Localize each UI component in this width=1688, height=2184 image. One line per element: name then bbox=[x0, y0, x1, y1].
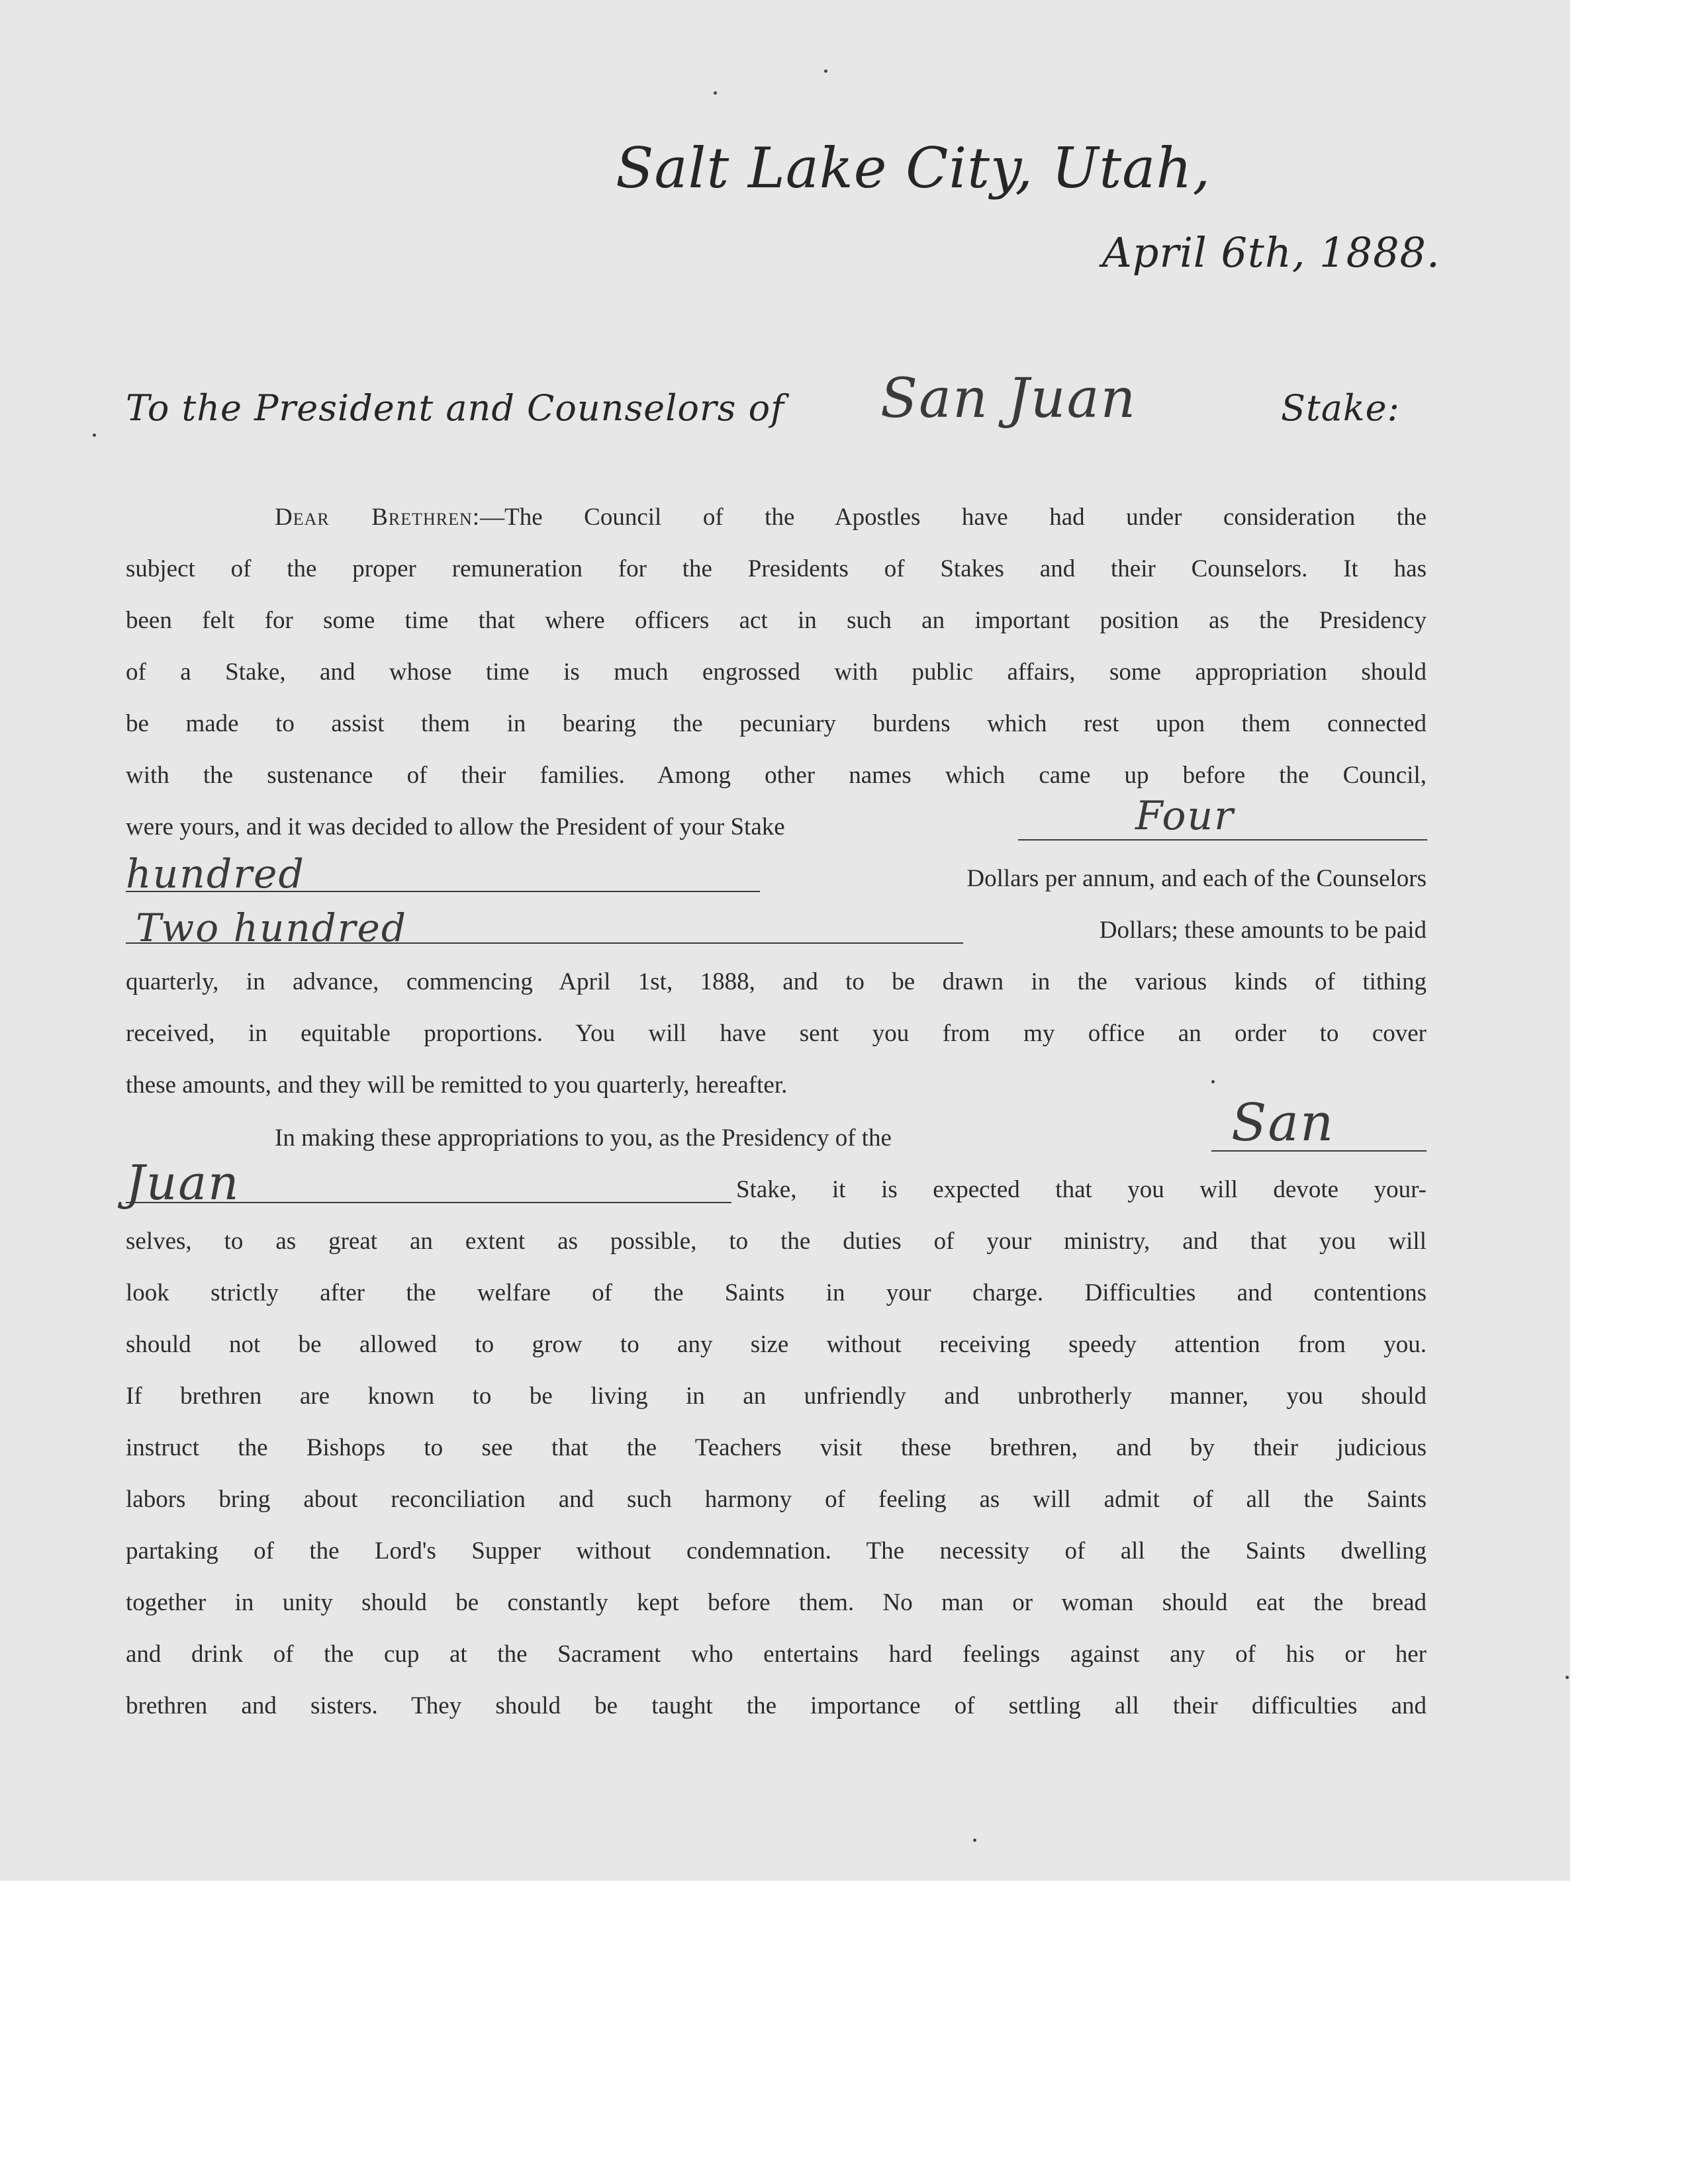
para1-line-4: of a Stake, and whose time is much engrossed with public affairs, some appropriation should bbox=[126, 659, 1427, 686]
salutation-dear-brethren: Dear Brethren: bbox=[275, 504, 481, 531]
place-heading: Salt Lake City, Utah, bbox=[616, 136, 1211, 201]
scan-speck bbox=[93, 433, 96, 437]
date-heading: April 6th, 1888. bbox=[1102, 228, 1440, 277]
para1-line-12: these amounts, and they will be remitted to you quarterly, hereafter. bbox=[126, 1071, 788, 1099]
para2-line-9: partaking of the Lord's Supper without condemnation. The necessity of all the Saints dwelling bbox=[126, 1537, 1427, 1565]
para2-line-6: If brethren are known to be living in an unfriendly and unbrotherly manner, you should bbox=[126, 1383, 1427, 1410]
salutation-line: To the President and Counselors of bbox=[126, 387, 785, 429]
para1-line-7: were yours, and it was decided to allow the President of your Stake bbox=[126, 813, 785, 841]
scan-speck bbox=[1566, 1676, 1569, 1679]
scan-speck bbox=[824, 69, 827, 73]
scan-speck bbox=[973, 1839, 976, 1842]
scan-speck bbox=[714, 91, 717, 95]
para2-line-4: look strictly after the welfare of the Saints in your charge. Difficulties and contentions bbox=[126, 1279, 1427, 1306]
president-amount-rule-1 bbox=[1018, 839, 1427, 841]
para2-line-12: brethren and sisters. They should be taught the importance of settling all their difficulties and bbox=[126, 1692, 1427, 1719]
para1-line-10: quarterly, in advance, commencing April 1st, 1888, and to be drawn in the various kinds of tithing bbox=[126, 968, 1427, 995]
handwritten-counselor-amount: Two hundred bbox=[136, 905, 407, 950]
para2-line-7: instruct the Bishops to see that the Teachers visit these brethren, and by their judicious bbox=[126, 1434, 1427, 1461]
para2-line-10: together in unity should be constantly kept before them. No man or woman should eat the bread bbox=[126, 1589, 1427, 1616]
para1-line-9: Dollars; these amounts to be paid bbox=[1099, 917, 1427, 944]
para1-line-3: been felt for some time that where officers act in such an important position as the Presidency bbox=[126, 607, 1427, 634]
para2-line-2: Stake, it is expected that you will devote your- bbox=[736, 1176, 1427, 1203]
para2-line-3: selves, to as great an extent as possible, to the duties of your ministry, and that you will bbox=[126, 1228, 1427, 1255]
para1-line-1 bbox=[126, 502, 1427, 533]
para2-line-5: should not be allowed to grow to any size without receiving speedy attention from you. bbox=[126, 1331, 1427, 1358]
handwritten-stake-name-2: Juan bbox=[126, 1155, 240, 1210]
handwritten-stake-name-1: San bbox=[1231, 1093, 1335, 1153]
para1-line-1-text: —The Council of the Apostles have had under consideration the bbox=[480, 504, 1427, 531]
para2-line-1: In making these appropriations to you, as the Presidency of the bbox=[275, 1124, 892, 1152]
para1-line-6: with the sustenance of their families. Among other names which came up before the Council, bbox=[126, 762, 1427, 789]
handwritten-stake-name: San Juan bbox=[880, 367, 1137, 430]
para1-line-5: be made to assist them in bearing the pecuniary burdens which rest upon them connected bbox=[126, 710, 1427, 737]
para1-line-8: Dollars per annum, and each of the Counselors bbox=[966, 865, 1427, 892]
handwritten-president-amount-2: hundred bbox=[126, 851, 305, 897]
scan-speck bbox=[1211, 1080, 1215, 1083]
para1-line-2: subject of the proper remuneration for the Presidents of Stakes and their Counselors. It has bbox=[126, 555, 1427, 582]
para2-line-8: labors bring about reconciliation and such harmony of feeling as will admit of all the Saints bbox=[126, 1486, 1427, 1513]
stake-suffix: Stake: bbox=[1281, 387, 1400, 429]
handwritten-president-amount-1: Four bbox=[1135, 793, 1235, 839]
para2-line-11: and drink of the cup at the Sacrament who entertains hard feelings against any of his or her bbox=[126, 1641, 1427, 1668]
para1-line-11: received, in equitable proportions. You will have sent you from my office an order to cover bbox=[126, 1020, 1427, 1047]
